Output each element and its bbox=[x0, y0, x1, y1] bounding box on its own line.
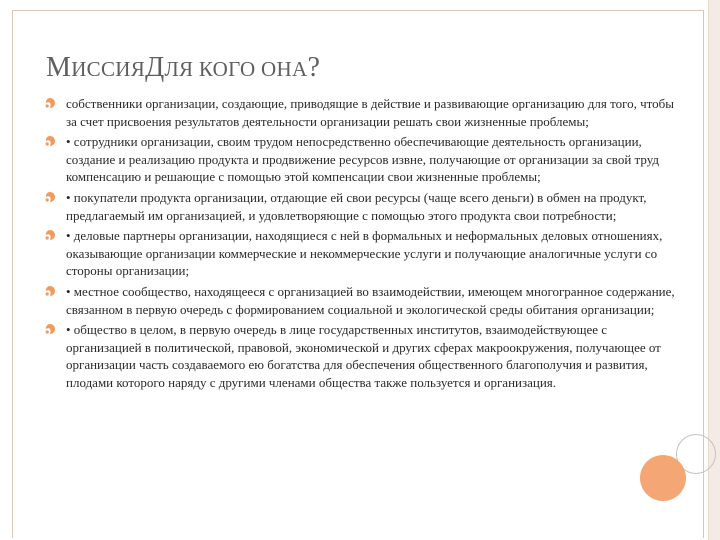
bullet-list bbox=[44, 95, 678, 395]
title-question-mark: ? bbox=[307, 52, 321, 83]
fleuron-bullet-icon bbox=[44, 323, 56, 335]
fleuron-bullet-icon bbox=[44, 191, 56, 203]
title-rest-2: ЛЯ КОГО ОНА bbox=[164, 57, 308, 81]
list-item bbox=[44, 321, 678, 391]
fleuron-bullet-icon bbox=[44, 229, 56, 241]
bullet-text: • деловые партнеры организации, находящиеся с ней в формальных и неформальных деловых отношениях, оказывающие организации коммерческие и некоммерческие услуги и получающие аналогичные услуги со стороны организации; bbox=[66, 228, 663, 279]
bullet-text: • покупатели продукта организации, отдающие ей свои ресурсы (чаще всего деньги) в обмен на продукт, предлагаемый им организацией, и удовлетворяющие с помощью этого продукта свои потребности; bbox=[66, 189, 647, 223]
fleuron-bullet-icon bbox=[44, 97, 56, 109]
list-item bbox=[44, 189, 678, 224]
fleuron-bullet-icon bbox=[44, 135, 56, 147]
title-rest-1: ИССИЯ bbox=[71, 57, 146, 81]
bullet-text: • местное сообщество, находящееся с организацией во взаимодействии, имеющем многогранное содержание, связанном в первую очередь с формированием социальной и экологической среды обитания организации; bbox=[66, 283, 675, 317]
list-item bbox=[44, 133, 678, 186]
bullet-text: • сотрудники организации, своим трудом непосредственно обеспечивающие деятельность организации, создание и реализацию продукта и продвижение ресурсов извне, получающие от организации за свой труд компенсацию и решающие с помощью этой компенсации свои жизненные проблемы; bbox=[66, 134, 659, 185]
slide-title bbox=[46, 52, 320, 84]
title-initial-2: Д bbox=[145, 52, 165, 83]
decorative-circle-filled bbox=[640, 455, 686, 501]
fleuron-bullet-icon bbox=[44, 285, 56, 297]
list-item bbox=[44, 227, 678, 280]
title-initial-1: М bbox=[46, 52, 72, 83]
bullet-text: собственники организации, создающие, приводящие в действие и развивающие организацию для того, чтобы за счет присвоения результатов деятельности организации решать свои жизненные проблемы; bbox=[66, 96, 675, 129]
list-item bbox=[44, 283, 678, 318]
bullet-text: • общество в целом, в первую очередь в лице государственных институтов, взаимодействующее с организацией в политической, правовой, экономической и других сферах макроокружения, получающее от организации часть создаваемого ею богатства для обеспечения общественного благополучия и развития, плодами которого наряду с другими членами общества также пользуется и организация. bbox=[66, 322, 661, 390]
list-item bbox=[44, 95, 678, 130]
